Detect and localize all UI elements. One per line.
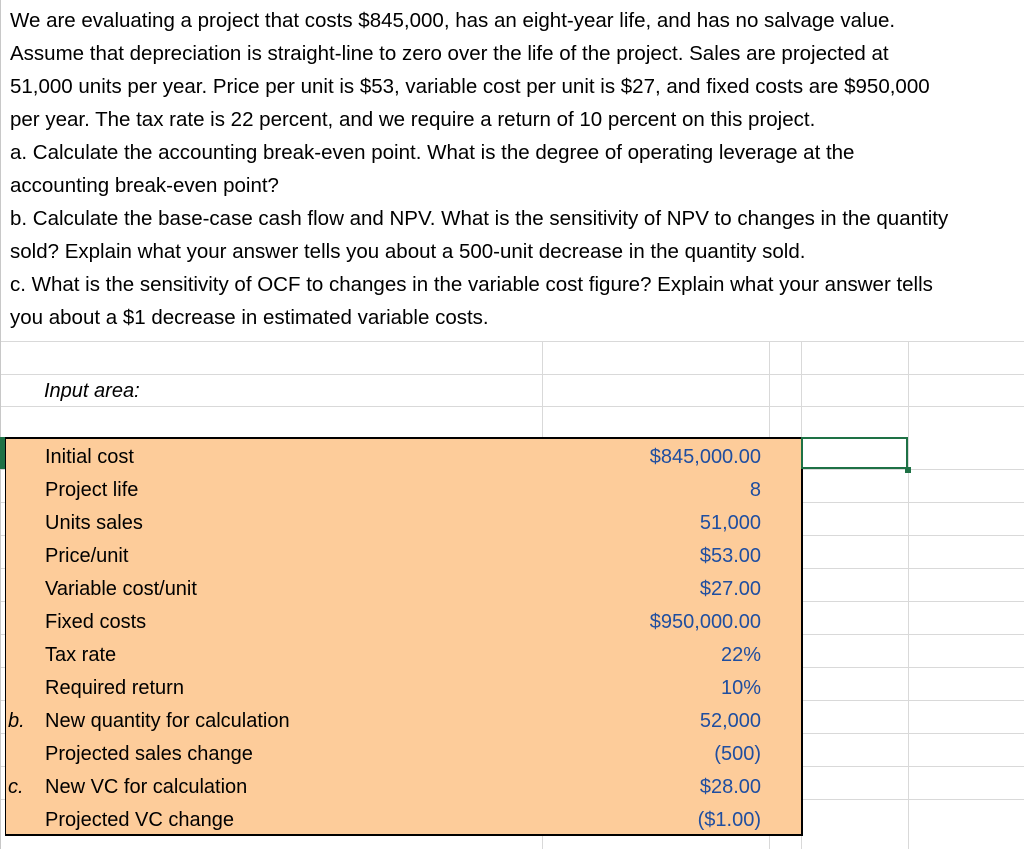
input-label: Variable cost/unit bbox=[45, 578, 197, 600]
problem-line: c. What is the sensitivity of OCF to changes in the variable cost figure? Explain what your answer tells bbox=[10, 273, 933, 296]
input-value[interactable]: $845,000.00 bbox=[649, 446, 761, 468]
problem-line: a. Calculate the accounting break-even point. What is the degree of operating leverage at the bbox=[10, 141, 855, 164]
input-row[interactable] bbox=[6, 639, 801, 672]
active-cell-selection[interactable] bbox=[801, 437, 908, 469]
row-marker: b. bbox=[8, 710, 25, 732]
problem-line: per year. The tax rate is 22 percent, and we require a return of 10 percent on this project. bbox=[10, 108, 816, 131]
input-label: Units sales bbox=[45, 512, 143, 534]
input-value[interactable]: 52,000 bbox=[699, 710, 761, 732]
input-label: New VC for calculation bbox=[45, 776, 248, 798]
input-label: New quantity for calculation bbox=[45, 710, 290, 732]
input-value[interactable]: ($1.00) bbox=[697, 809, 761, 831]
input-row[interactable] bbox=[6, 507, 801, 540]
input-value[interactable]: 51,000 bbox=[699, 512, 761, 534]
input-value[interactable]: (500) bbox=[714, 743, 761, 765]
input-row[interactable] bbox=[6, 705, 801, 738]
input-row[interactable] bbox=[6, 804, 801, 837]
input-label: Projected sales change bbox=[45, 743, 253, 765]
input-area-title[interactable]: Input area: bbox=[44, 380, 140, 402]
problem-line: b. Calculate the base-case cash flow and NPV. What is the sensitivity of NPV to changes in the quantity bbox=[10, 207, 949, 230]
problem-line: accounting break-even point? bbox=[10, 174, 279, 197]
sheet-left-edge bbox=[0, 0, 1, 849]
problem-statement-cell[interactable] bbox=[0, 0, 1024, 342]
fill-handle[interactable] bbox=[905, 467, 911, 473]
input-label: Project life bbox=[45, 479, 139, 501]
input-value[interactable]: 8 bbox=[749, 479, 761, 501]
problem-line: Assume that depreciation is straight-line to zero over the life of the project. Sales are projected at bbox=[10, 42, 889, 65]
input-label: Fixed costs bbox=[45, 611, 147, 633]
row-marker: c. bbox=[8, 776, 24, 798]
problem-line: 51,000 units per year. Price per unit is $53, variable cost per unit is $27, and fixed costs are $950,000 bbox=[10, 75, 930, 98]
input-row[interactable] bbox=[6, 672, 801, 705]
input-label: Projected VC change bbox=[45, 809, 235, 831]
input-label: Price/unit bbox=[45, 545, 129, 567]
input-label: Required return bbox=[45, 677, 184, 699]
gridline bbox=[0, 406, 1024, 407]
input-row[interactable] bbox=[6, 441, 801, 474]
input-label: Tax rate bbox=[45, 644, 117, 666]
input-area-table bbox=[5, 437, 803, 836]
gridline bbox=[0, 374, 1024, 375]
input-value[interactable]: 10% bbox=[720, 677, 761, 699]
input-value[interactable]: $27.00 bbox=[699, 578, 761, 600]
input-row[interactable] bbox=[6, 474, 801, 507]
input-label: Initial cost bbox=[45, 446, 134, 468]
input-value[interactable]: $53.00 bbox=[699, 545, 761, 567]
input-row[interactable] bbox=[6, 573, 801, 606]
input-row[interactable] bbox=[6, 771, 801, 804]
input-row[interactable] bbox=[6, 606, 801, 639]
input-value[interactable]: $28.00 bbox=[699, 776, 761, 798]
input-row[interactable] bbox=[6, 738, 801, 771]
problem-line: sold? Explain what your answer tells you about a 500-unit decrease in the quantity sold. bbox=[10, 240, 806, 263]
input-value[interactable]: $950,000.00 bbox=[649, 611, 761, 633]
problem-line: you about a $1 decrease in estimated variable costs. bbox=[10, 306, 489, 329]
problem-line: We are evaluating a project that costs $845,000, has an eight-year life, and has no salvage value. bbox=[10, 9, 896, 32]
input-value[interactable]: 22% bbox=[720, 644, 761, 666]
input-row[interactable] bbox=[6, 540, 801, 573]
